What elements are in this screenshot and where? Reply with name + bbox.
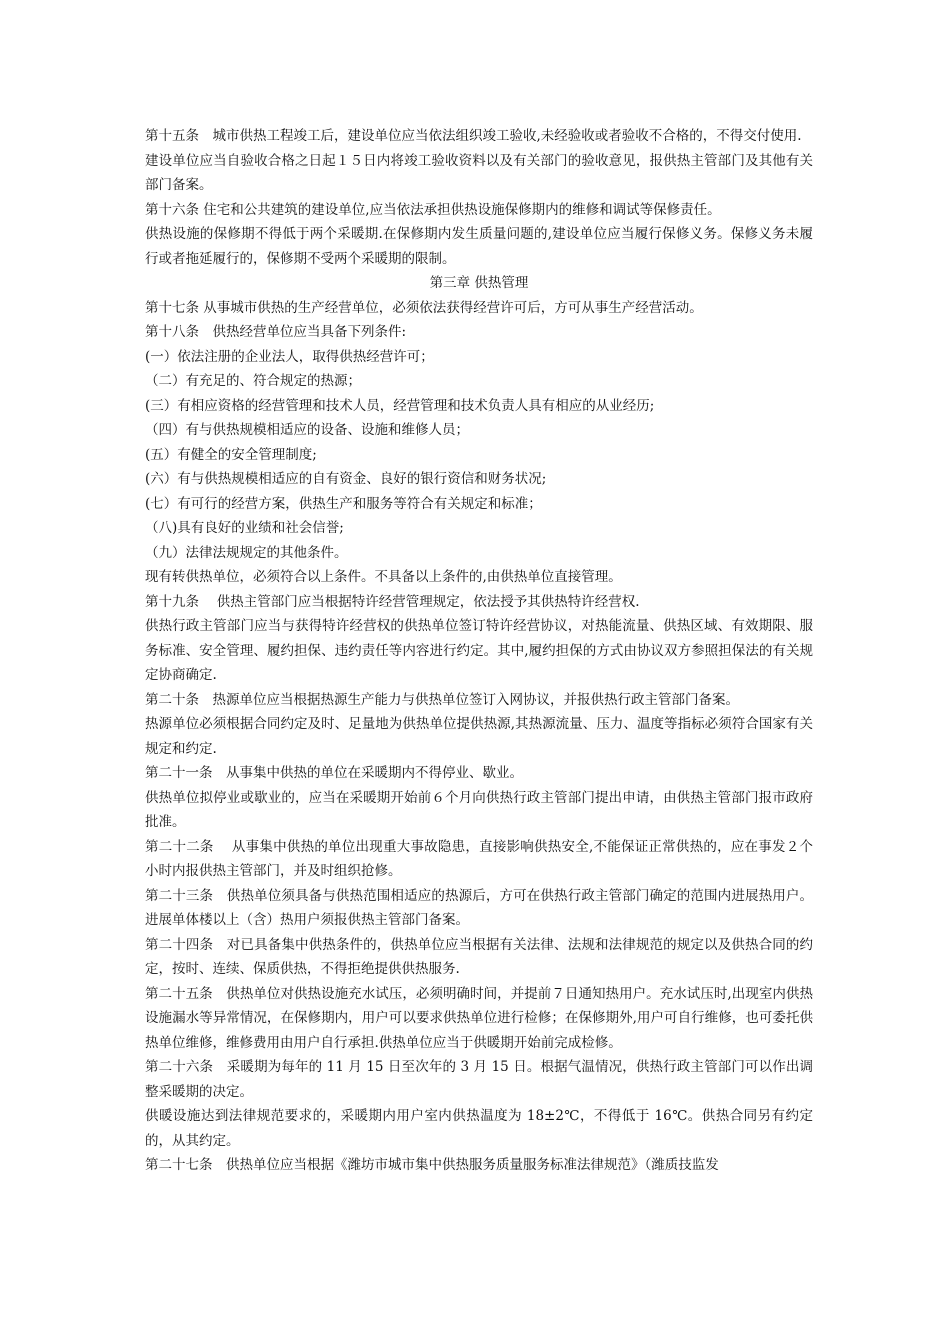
list-item: （九）法律法规规定的其他条件。: [145, 544, 348, 561]
article-22: 第二十二条 从事集中供热的单位出现重大事故隐患，直接影响供热安全,不能保证正常供热的，应在事发２个小时内报供热主管部门，并及时组织抢修。: [145, 838, 813, 879]
list-item: (一）依法注册的企业法人，取得供热经营许可；: [145, 348, 434, 365]
list-item: (七）有可行的经营方案，供热生产和服务等符合有关规定和标准；: [145, 495, 542, 512]
paragraph: 现有转供热单位，必须符合以上条件。不具备以上条件的,由供热单位直接管理。: [145, 569, 622, 585]
list-item: (六）有与供热规模相适应的自有资金、良好的银行资信和财务状况;: [145, 471, 547, 487]
article-17: 第十七条 从事城市供热的生产经营单位，必须依法获得经营许可后，方可从事生产经营活动。: [145, 299, 703, 316]
article-19: 第十九条 供热主管部门应当根据特许经营管理规定，依法授予其供热特许经营权.: [145, 593, 640, 610]
list-item: （八)具有良好的业绩和社会信誉;: [145, 520, 344, 536]
chapter-3-title: 第三章 供热管理: [429, 275, 529, 291]
list-item: (五）有健全的安全管理制度;: [145, 446, 317, 463]
paragraph: 供热设施的保修期不得低于两个采暖期.在保修期内发生质量问题的,建设单位应当履行保修义务。保修义务未履行或者拖延履行的，保修期不受两个采暖期的限制。: [145, 226, 813, 267]
article-23: 第二十三条 供热单位须具备与供热范围相适应的热源后，方可在供热行政主管部门确定的范围内进展热用户。进展单体楼以上（含）热用户须报供热主管部门备案。: [145, 887, 813, 928]
article-21: 第二十一条 从事集中供热的单位在采暖期内不得停业、歇业。: [145, 765, 523, 781]
article-15: 第十五条 城市供热工程竣工后，建设单位应当依法组织竣工验收,未经验收或者验收不合格的，不得交付使用.: [145, 128, 802, 144]
article-18: 第十八条 供热经营单位应当具备下列条件:: [145, 324, 407, 340]
list-item: （二）有充足的、符合规定的热源；: [145, 373, 361, 389]
list-item: （四）有与供热规模相适应的设备、设施和维修人员；: [145, 422, 469, 438]
article-25: 第二十五条 供热单位对供热设施充水试压，必须明确时间，并提前７日通知热用户。充水试压时,出现室内供热设施漏水等异常情况，在保修期内，用户可以要求供热单位进行检修；在保修期外,用户可自行维修，也可委托供热单位维修，维修费用由用户自行承担.供热单位应当于供暖期开始前完成检修。: [145, 985, 813, 1051]
paragraph: 供热单位拟停业或歇业的，应当在采暖期开始前６个月向供热行政主管部门提出申请，由供热主管部门报市政府批准。: [145, 789, 813, 830]
article-24: 第二十四条 对已具备集中供热条件的，供热单位应当根据有关法律、法规和法律规范的规定以及供热合同的约定，按时、连续、保质供热，不得拒绝提供供热服务.: [145, 936, 813, 977]
paragraph: 热源单位必须根据合同约定及时、足量地为供热单位提供热源,其热源流量、压力、温度等指标必须符合国家有关规定和约定.: [145, 716, 813, 757]
article-26: 第二十六条 采暖期为每年的 11 月 15 日至次年的 3 月 15 日。根据气温情况，供热行政主管部门可以作出调整采暖期的决定。: [145, 1059, 813, 1100]
paragraph: 供热行政主管部门应当与获得特许经营权的供热单位签订特许经营协议，对热能流量、供热区域、有效期限、服务标准、安全管理、履约担保、违约责任等内容进行约定。其中,履约担保的方式由协议双方参照担保法的有关规定协商确定.: [145, 618, 813, 683]
list-item: (三）有相应资格的经营管理和技术人员，经营管理和技术负责人具有相应的从业经历;: [145, 397, 655, 414]
paragraph: 建设单位应当自验收合格之日起１５日内将竣工验收资料以及有关部门的验收意见，报供热主管部门及其他有关部门备案。: [145, 152, 813, 193]
article-16: 第十六条 住宅和公共建筑的建设单位,应当依法承担供热设施保修期内的维修和调试等保修责任。: [145, 201, 721, 218]
document-body: [145, 124, 813, 1178]
article-20: 第二十条 热源单位应当根据热源生产能力与供热单位签订入网协议，并报供热行政主管部门备案。: [145, 691, 739, 708]
paragraph: 供暖设施达到法律规范要求的，采暖期内用户室内供热温度为 18±2℃，不得低于 16℃。供热合同另有约定的，从其约定。: [145, 1108, 813, 1149]
article-27: 第二十七条 供热单位应当根据《潍坊市城市集中供热服务质量服务标准法律规范》（潍质技监发: [145, 1157, 719, 1173]
